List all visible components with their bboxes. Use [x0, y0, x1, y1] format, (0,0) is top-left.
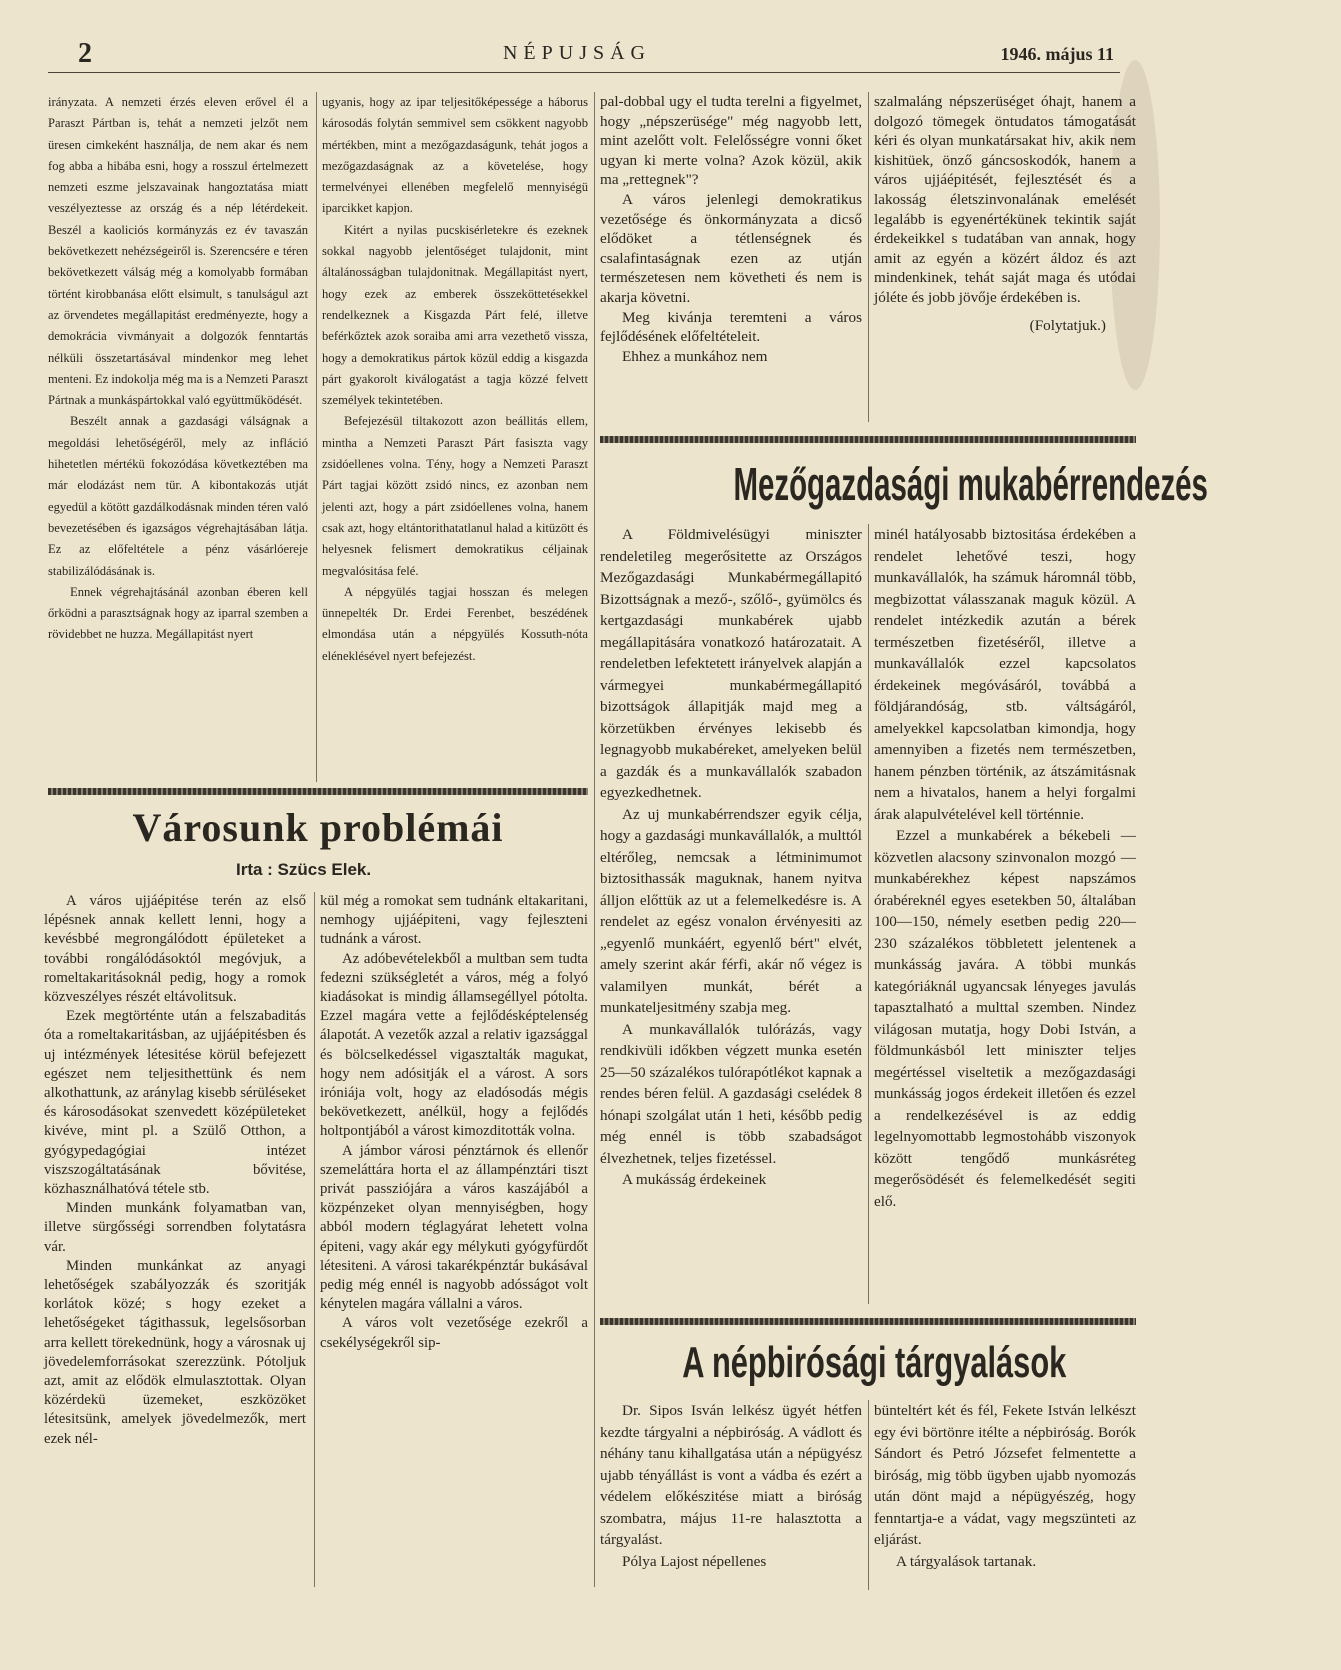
paragraph: Minden munkánk folyamatban van, illetve sürgősségi sorrendben folytatásra vár. — [44, 1200, 306, 1255]
paragraph: Ezzel a munkabérek a békebeli — közvetlen alacsony szinvonalon mozgó — munkabérekhez képest napszámos órabéreknél egyes esetekben 50, általában 100—150, némely esetben pedig 220—230 százalékos többletett jelentenek a munkásság javára. A többi munkás kategóriáknál ugyancsak lényeges javulás tapasztalható a multtal szemben. Nindez világosan mutatja, hogy Dobi István, a földmunkásból lett miniszter teljes megértéssel viseltetik a mezőgazdasági munkásság jogos érdekeit illetően és ezzel a rendelkezésével is az eddig legelnyomottabb legmostohább viszonyok között tengődő munkásréteg megerősödését és felemelkedését segiti elő. — [874, 827, 1136, 1210]
column-divider — [868, 524, 869, 1304]
paragraph: Befejezésül tiltakozott azon beállitás ellem, mintha a Nemzeti Paraszt Párt fasiszta vagy zsidóellenes volna. Tény, hogy a Nemzeti Paraszt Párt tagjai között zsidó nincs, ez azonban nem jelenti azt, hogy a párt zsidóellenes volna, hanem csak azt, hogy eltántorithatatlanul halad a kitüzött és helyesnek felismert demokratikus céljainak megvalósitása felé. — [322, 414, 588, 578]
col2-top — [322, 92, 588, 782]
paragraph: ugyanis, hogy az ipar teljesitőképessége a háborus károsodás folytán semmivel sem csökkent nagyobb mértékben, mint a mezőgazdaságunk, tehát jogos a mezőgazdaságnak az a követelése, hogy termelvényei ellenében megfelelő mennyiségü iparcikket kapjon. — [322, 95, 588, 216]
col3-top — [600, 92, 862, 422]
paragraph: Beszélt annak a gazdasági válságnak a megoldási lehetőségéről, mely az infláció hihetetlen mértékü fokozódása következtében ma már elodázást nem tür. A kibontakozás utját egyedül a kötött gazdálkodásnak minden téren való bevezetésében és igazságos végrehajtásában látja. Ez az előfeltétele a pénz vásárlóereje stabilizálódásának is. — [48, 414, 308, 578]
paragraph: bünteltért két és fél, Fekete István lelkészt egy évi börtönre itélte a népbiróság. Borók Sándort és Petró Józsefet felmentette a biróság, mig több ügyben ujabb nyomozás után dönt majd a népügyészég, hogy fenntartja-e a vádat, vagy megszünteti az eljárást. — [874, 1402, 1136, 1548]
paragraph: A mukásság érdekeinek — [622, 1171, 767, 1188]
paragraph: szalmaláng népszerüséget óhajt, hanem a dolgozó tömegek öntudatos támogatását kéri és olyan munkatársakat hiv, akik nem kishitüek, önző gáncsoskodók, hanem a város ujjáépitését, fejlesztését és a lakosság életszinvonalának emelését legalább is egyenértékünek tekintik saját érdekeikkel s tudatában van annak, hogy amit az egyén a közért áldoz és azt mindenkinek, tehát saját maga és utódai jóléte és jobb jövője érdekében is. — [874, 93, 1136, 306]
paragraph: Meg kivánja teremteni a város fejlődésének előfeltételeit. — [600, 308, 862, 346]
continued-note: (Folytatjuk.) — [1029, 316, 1106, 334]
paragraph: Minden munkánkat az anyagi lehetőségek szabályozzák és szoritják korlátok közé; s hogy ezeket a lehetőségeket tágithassuk, legelsősorban arra kellett törekednünk, hogy a városnak uj jövedelemforrásokat szerezzünk. Pótoljuk azt, amit az elődök elmulasztottak. Olyan közérdekü üzemeket, eszközöket létesitsünk, amelyek jövedelmezők, mert ezek nél- — [44, 1257, 306, 1447]
headline-mezogazdasagi: Mezőgazdasági mukabérrendezés — [733, 458, 1208, 510]
paragraph: Kitért a nyilas pucskisérletekre és ezeknek sokkal nagyobb jelentőséget tulajdonit, mint általánosságban tulajdonitnak. Megállapitást nyert, hogy ezek az emberek összeköttetésekkel rendelkeznek a Kisgazda Párt felé, illetve beférkőztek azok soraiba ami arra vezethető vissza, hogy a demokratikus pártok közül eddig a kisgazda párt gyakorolt kiválogatást a tagja közzé felvett személyek tekintetében. — [322, 222, 588, 408]
section-rule — [600, 1318, 1136, 1325]
paragraph: Az adóbevételekből a multban sem tudta fedezni szükségletét a város, még a folyó kiadásokat is mindig államsegéllyel pótolta. Ezzel magára vette a fejlődésképtelenség álapotát. A vezetők azzal a relativ igazsággal és bölcselkedéssel vigasztalták magukat, hogy nem adósitják el a várost. A sors iróniája volt, hogy az eladósodás mégis bekövetkezett, anélkül, hogy a fejlődés holtpontjából a várost kimozditották volna. — [320, 950, 588, 1140]
section-rule — [48, 788, 588, 795]
column-divider — [868, 92, 869, 422]
varosunk-col1 — [44, 892, 306, 1587]
paragraph: Dr. Sipos Isván lelkész ügyét hétfen kezdte tárgyalni a népbiróság. A vádlott és néhány tanu kihallgatása után a népügyész ujabb tényállást is vont a vádba és ezért a védelem előkészitése miatt a biróság szombatra, május 11-re halasztotta a tárgyalást. — [600, 1402, 862, 1548]
paragraph: A népgyülés tagjai hosszan és melegen ünnepelték Dr. Erdei Ferenbet, beszédének elmondása után a népgyülés Kossuth-nóta eléneklésével nyert befejezést. — [322, 584, 588, 663]
paragraph: A munkavállalók tulórázás, vagy rendkivüli időkben végzett munka esetén 25—50 százalékos tulórapótlékot kapnak a rendes béren felül. A gazdasági cselédek 8 hónapi szolgálat után 1 heti, később pedig még ennél is több szabadságot élvezhetnek, teljes fizetéssel. — [600, 1020, 862, 1167]
column-divider — [868, 1400, 869, 1590]
paragraph: kül még a romokat sem tudnánk eltakaritani, nemhogy ujjáépiteni, vagy fejleszteni tudnánk a várost. — [320, 893, 588, 948]
nepbirosagi-col2 — [874, 1400, 1136, 1590]
page-header — [0, 36, 1154, 76]
paragraph: A város jelenlegi demokratikus vezetősége és önkormányzata a dicső elődöket a tétlenségnek és csalafintaságnak ezen az utján természetesen nem követheti és nem is akarja követni. — [600, 190, 862, 306]
nepbirosagi-col1 — [600, 1400, 862, 1590]
headline-nepbirosagi: A népbirósági tárgyalások — [682, 1338, 1067, 1387]
column-divider — [594, 92, 595, 1587]
col1-top — [48, 92, 308, 782]
paragraph: minél hatályosabb biztositása érdekében a rendelet lehetővé teszi, hogy munkavállalók, ha számuk háromnál több, megbizottat válasszanak maguk közül. A rendelet intézkedik azután a bérek természetben fizetéséről, illetve a munkavállalók ezzel kapcsolatos érdekeinek megóvásáról, továbbá a földjárandóság, stb. váltságáról, amelyekkel kapcsolatban kimondja, hogy amennyiben a fizetés nem természetben, hanem pénzben történik, az átszámitásnak nem a hivatalos, hanem a helyi forgalmi árak alapulvételével kell történnie. — [874, 526, 1136, 823]
page-number: 2 — [78, 38, 92, 69]
mezogazdasagi-col1 — [600, 524, 862, 1304]
paragraph: Pólya Lajost népellenes — [622, 1552, 767, 1570]
col4-top — [874, 92, 1136, 422]
paragraph: Ennek végrehajtásánál azonban éberen kell őrködni a parasztságnak hogy az iparral szemben a rövidebbet ne huzza. Megállapitást nyert — [48, 584, 308, 642]
paragraph: A jámbor városi pénztárnok és ellenőr szemeláttára horta el az állampénztári tiszt privát passziójára a város kaszájából a közpénzeket olyan mennyiségben, hogy abból modern téglagyárat lehetett volna épiteni, vagy akár egy mélykuti gyógyfürdőt létesiteni. A városi takarékpénztár bukásával pedig még ennél is nagyobb adósságot volt kénytelen magára vállalni a város. — [320, 1142, 588, 1313]
mezogazdasagi-col2 — [874, 524, 1136, 1304]
column-divider — [314, 892, 315, 1587]
issue-date: 1946. május 11 — [1000, 44, 1114, 64]
paragraph: Az uj munkabérrendszer egyik célja, hogy a gazdasági munkavállalók, a multtól eltérőleg, nemcsak a létminimumot biztosithassák maguknak, hanem nyitva álljon előttük az ut a felemelkedésre is. A rendelet az egész vonalon érvényesiti az „egyenlő munkáért, egyenlő bért" elvét, amely szerint akár férfi, akár nő végez is valamilyen munkát, bérét a munkateljesitmény szabja meg. — [600, 805, 862, 1016]
headline-varosunk: Városunk problémái — [132, 805, 504, 850]
byline: Irta : Szücs Elek. — [236, 860, 372, 879]
paragraph: Ezek megtörténte után a felszabaditás óta a romeltakaritásban, az ujjáépitésben és uj intézmények létesitése körül befejezett egészet nem teljesithettünk és nem alkothattunk, az aránylag kisebb sérüléseket és károsodásokat szenvedett középületeket kivéve, mint pl. a Szülő Otthon, a gyógypedagógiai intézet viszszogáltatásának bővitése, közhasználhatóvá tétele stb. — [44, 1008, 306, 1198]
paragraph: A tárgyalások tartanak. — [896, 1552, 1037, 1570]
paragraph: A Földmivelésügyi miniszter rendeletileg megerősitette az Országos Mezőgazdasági Munkabérmegállapitó Bizottságnak a mező-, szőlő-, gyümölcs és kertgazdasági munkabérek ujabb megállapitására vonatkozó határozatait. A rendeletben lefektetett irányelvek alapján a vármegyei munkabérmegállapitó bizottságok állapitják majd meg a körzetükben érvényes lekisebb és legnagyobb mukabéreket, amelyeken belül a gazdák és a munkavállalók szabadon egyezkedhetnek. — [600, 526, 862, 801]
masthead: NÉPUJSÁG — [502, 42, 652, 64]
section-rule — [600, 436, 1136, 443]
header-rule — [48, 72, 1120, 73]
varosunk-col2 — [320, 892, 588, 1587]
column-divider — [316, 92, 317, 782]
paragraph: irányzata. A nemzeti érzés eleven erővel él a Paraszt Pártban is, tehát a nemzeti jelzőt nem üresen cimkeként használja, de nem akar és nem fog abba a hibába esni, hogy a rosszul értelmezett nemzeti eszme jelszavainak hangoztatása miatt veszélyeztesse az ország és a nép létérdekeit. Beszél a kaoliciós kormányzás ez év tavaszán bekövetkezett nehézségeiről is. Szerencsére e téren bekövetkezett válság még a komolyabb formában történt kirobbanása előtt elsimult, s tanulságul azt az örvendetes megállapitást eredményezte, hogy a demokrácia vivmányait a dolgozók fenntartás nélküli összetartásával mindenkor meg lehet menteni. Ez indokolja még ma is a Nemzeti Paraszt Pártnak a munkáspártokkal való együttműködését. — [48, 95, 308, 408]
paragraph: pal-dobbal ugy el tudta terelni a figyelmet, hogy „népszerüsége" még nagyobb lett, mint azelőtt volt. Felelősségre vonni őket ugyan ki merte volna? Azok közül, akik ma „rettegnek"? — [600, 93, 862, 189]
paragraph: A város volt vezetősége ezekről a csekélységekről sip- — [320, 1315, 588, 1351]
paragraph: Ehhez a munkához nem — [622, 347, 768, 365]
paragraph: A város ujjáépitése terén az első lépésnek annak kellett lenni, hogy a kevésbbé megrongálódott épületeket a további rongálódásoktól megóvjuk, a romeltakaritásoknál pedig, hogy a romok közveszélyes részét eltávolitsuk. — [44, 893, 306, 1006]
